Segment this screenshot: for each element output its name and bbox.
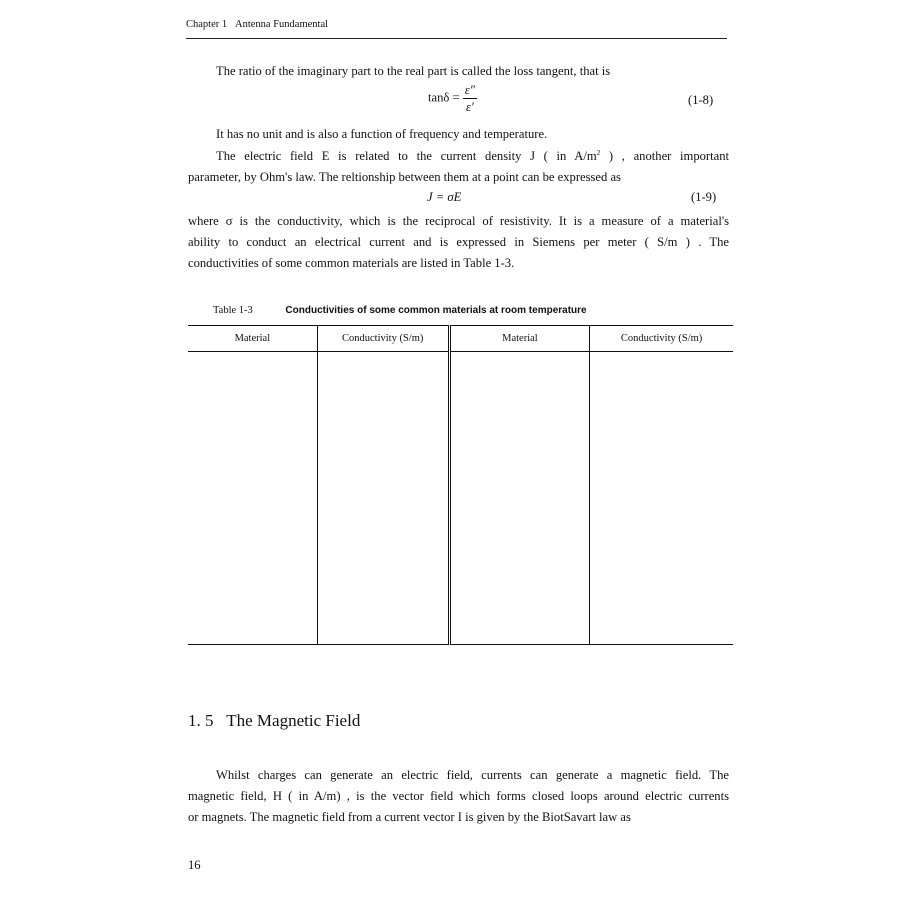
- paragraph-line: where σ is the conductivity, which is the reciprocal of resistivity. It is a measure of a material's: [188, 214, 729, 228]
- fraction: [463, 83, 477, 114]
- paragraph-magnetic-field: [188, 765, 729, 828]
- paragraph-line: conductivities of some common materials are listed in Table 1-3.: [188, 256, 515, 270]
- paragraph-loss-tangent: [188, 61, 729, 82]
- paragraph-line: parameter, by Ohm's law. The reltionship between them at a point can be expressed as: [188, 170, 621, 184]
- section-heading: [188, 711, 360, 731]
- header-chapter: Chapter 1: [186, 19, 228, 30]
- paragraph-text: The ratio of the imaginary part to the real part is called the loss tangent, that is: [216, 64, 611, 78]
- paragraph-line: or magnets. The magnetic field from a current vector I is given by the BiotSavart law as: [188, 810, 631, 824]
- page-number: 16: [188, 858, 201, 872]
- fraction-denominator: ε′: [465, 100, 474, 114]
- header-title: Antenna Fundamental: [235, 19, 329, 30]
- paragraph-line: ability to conduct an electrical current and is expressed in Siemens per meter ( S/m ) . The: [188, 235, 729, 249]
- equation-label-1-8: (1-8): [688, 93, 714, 107]
- table-column-material-1: [188, 352, 317, 645]
- paragraph-line: The electric field E is related to the current density J ( in $A/m^2$ ) , another important: [216, 149, 729, 163]
- table-header-cell: Conductivity (S/m): [590, 326, 733, 352]
- table-header-cell: Conductivity (S/m): [317, 326, 449, 352]
- fraction-numerator: ε″: [464, 83, 475, 97]
- table-body-row: [188, 352, 733, 645]
- equation-1-9: J = σE: [427, 190, 462, 204]
- paragraph-ohms-law: [188, 146, 729, 188]
- section-number: 1. 5: [188, 711, 214, 730]
- table-title: Conductivities of some common materials at room temperature: [285, 305, 587, 316]
- paragraph-text: It has no unit and is also a function of frequency and temperature.: [216, 127, 548, 141]
- paragraph-line: magnetic field, H ( in A/m) , is the vector field which forms closed loops around electric currents: [188, 789, 729, 803]
- running-header: [186, 19, 328, 30]
- equation-1-8: [428, 83, 477, 114]
- section-title: The Magnetic Field: [226, 711, 361, 730]
- table-column-conductivity-2: [590, 352, 733, 645]
- equation-lhs: tanδ =: [428, 90, 460, 105]
- conductivity-table: [188, 325, 733, 645]
- paragraph-unit: [188, 124, 729, 145]
- table-column-conductivity-1: [317, 352, 449, 645]
- table-header-cell: Material: [188, 326, 317, 352]
- equation-label-1-9: (1-9): [691, 190, 717, 204]
- table-header-cell: Material: [449, 326, 590, 352]
- table-label: Table 1-3: [213, 305, 253, 316]
- table-header-row: [188, 326, 733, 352]
- paragraph-conductivity: [188, 211, 729, 274]
- table-caption: [213, 305, 587, 316]
- header-rule: [186, 38, 727, 39]
- fraction-bar: [463, 98, 477, 99]
- table-column-material-2: [449, 352, 590, 645]
- paragraph-line: Whilst charges can generate an electric field, currents can generate a magnetic field. The: [216, 768, 729, 782]
